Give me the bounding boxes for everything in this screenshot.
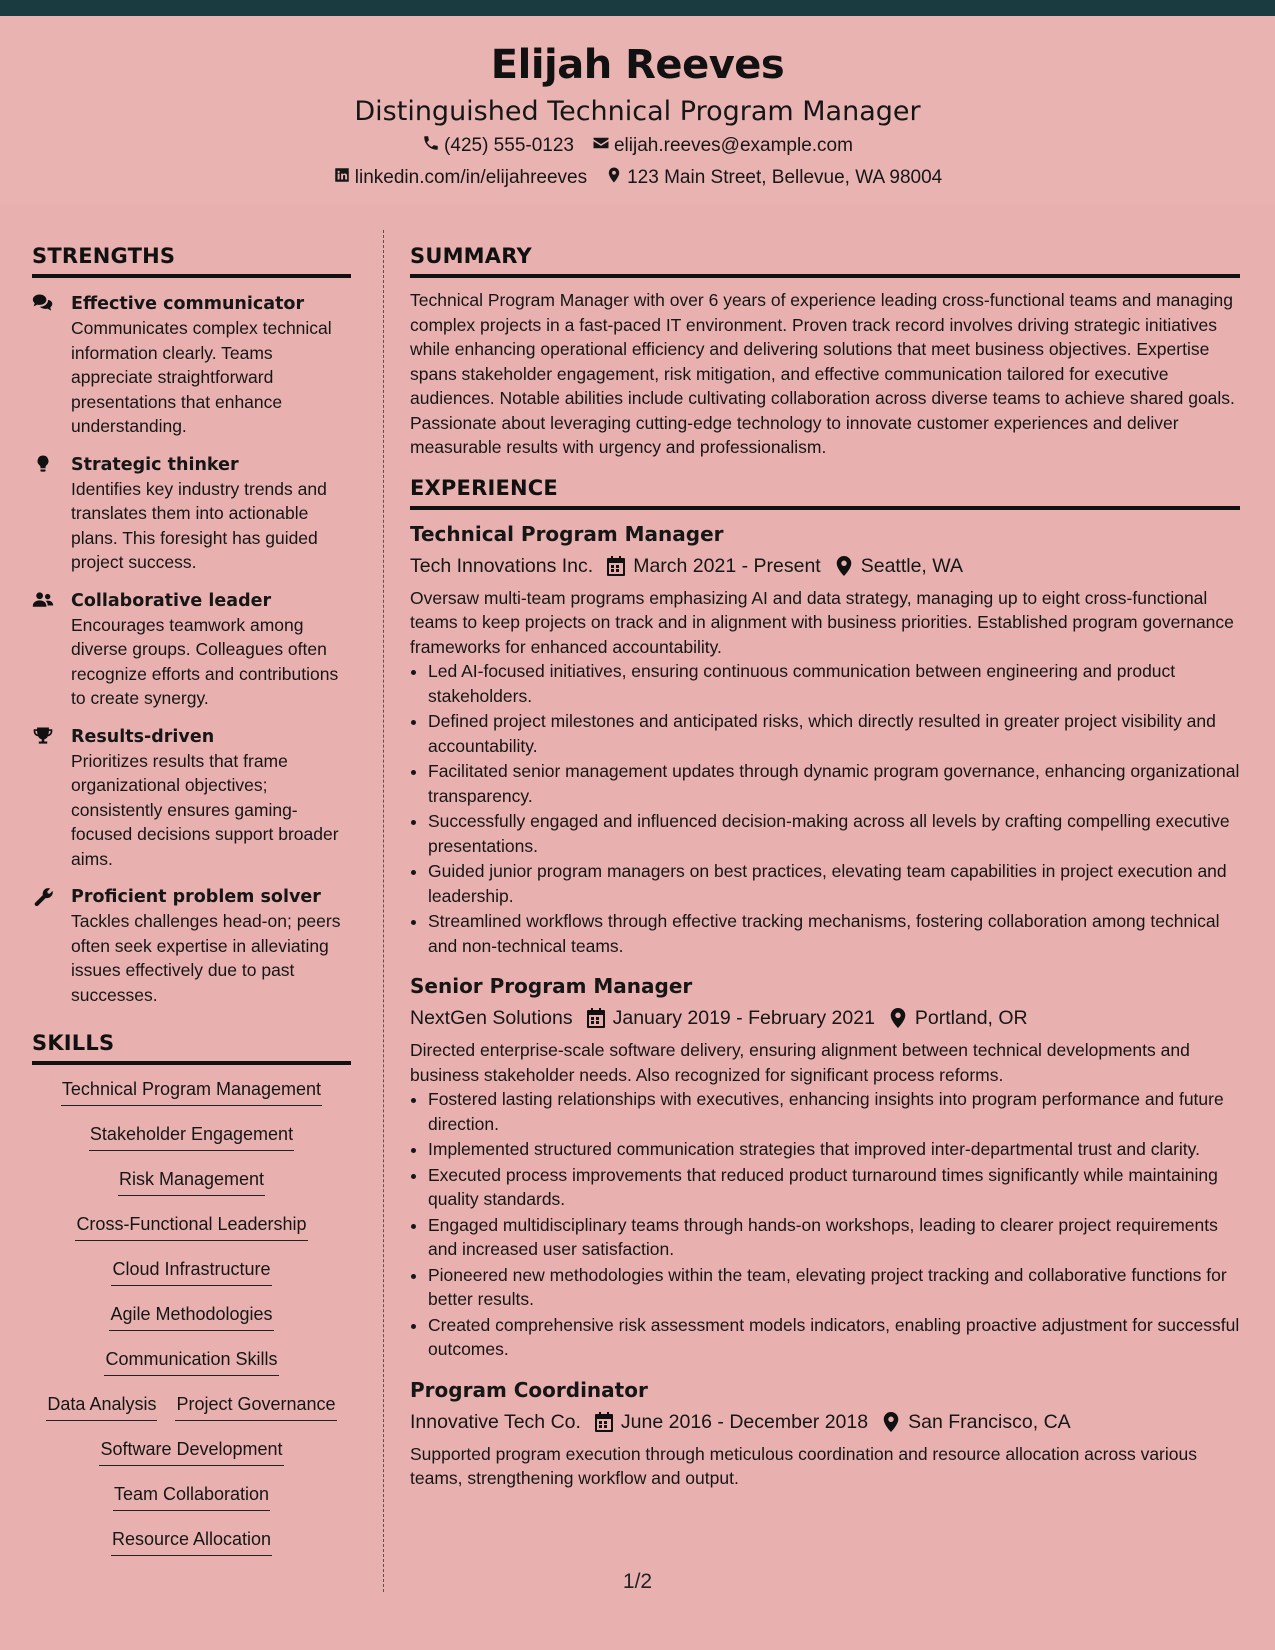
summary-text: Technical Program Manager with over 6 years of experience leading cross-functional teams and managing complex projects in a fast-paced IT environment. Proven track record involves driving strategic initiatives while enhancing operational efficiency and delivering solutions that meet business objectives. Expertise spans stakeholder engagement, risk mitigation, and effective communication tailored for executive audiences. Notable abilities include cultivating collaboration across diverse teams to achieve shared goals. Passionate about leveraging cutting-edge technology to innovate customer experiences and deliver measurable results with urgency and professionalism. [410,290,1235,457]
job-bullet: • Guided junior program managers on best practices, elevating team capabilities in project execution and leadership. [428,859,1240,908]
strength-desc: Encourages teamwork among diverse groups. Colleagues often recognize efforts and contributions to create synergy. [71,614,339,708]
contact-row-2 [0,166,1275,190]
job-title: Technical Program Manager [410,521,724,546]
job-bullet: • Executed process improvements that reduced product turnaround times significantly while maintaining quality standards. [428,1163,1240,1212]
skill-tag: Team Collaboration [113,1480,270,1511]
strength-title: Collaborative leader [71,590,272,611]
strength-item [32,885,351,1007]
job-bullet: • Fostered lasting relationships with executives, enhancing insights into program performance and future direction. [428,1087,1240,1136]
address-text: 123 Main Street, Bellevue, WA 98004 [627,167,943,188]
strength-desc: Identifies key industry trends and translates them into actionable plans. This foresight has guided project success. [71,478,327,572]
job-description: Directed enterprise-scale software delivery, ensuring alignment between technical developments and business stakeholder needs. Also recognized for significant process reforms. [410,1040,1190,1085]
job-location: San Francisco, CA [908,1410,1071,1433]
job-bullet: • Led AI-focused initiatives, ensuring continuous communication between engineering and product stakeholders. [428,659,1240,708]
job-location: Portland, OR [914,1007,1028,1029]
job-company: NextGen Solutions [410,1007,573,1029]
job-dates: January 2019 - February 2021 [612,1007,875,1029]
phone-text: (425) 555-0123 [444,135,574,156]
skill-tag: Software Development [99,1435,283,1466]
job-company: Innovative Tech Co. [410,1410,581,1433]
top-accent-bar [0,0,1275,16]
job-title: Senior Program Manager [410,974,693,998]
map-pin-icon [835,556,853,576]
strength-desc: Prioritizes results that frame organizational objectives; consistently ensures gaming-focused decisions support broader aims. [71,750,339,869]
right-column [410,244,1240,1505]
candidate-name: Elijah Reeves [490,42,785,88]
job-bullet: • Streamlined workflows through effective tracking mechanisms, fostering collaboration among technical and non-technical teams. [428,909,1240,958]
users-icon [32,590,56,610]
job-entry [410,1376,1240,1491]
column-divider [383,230,384,1592]
job-bullet: • Pioneered new methodologies within the team, elevating project tracking and collaborative functions for better results. [428,1263,1240,1312]
strength-item [32,292,351,439]
strength-title: Strategic thinker [71,454,239,475]
address-contact [605,166,942,190]
job-company: Tech Innovations Inc. [410,554,594,577]
strength-desc: Tackles challenges head-on; peers often seek expertise in alleviating issues effectively due to past successes. [71,911,341,1005]
skill-tag: Cross-Functional Leadership [75,1210,307,1241]
skill-tag: Communication Skills [104,1345,278,1376]
job-bullet: • Engaged multidisciplinary teams through hands-on workshops, leading to clearer project requirements and increased user satisfaction. [428,1213,1240,1262]
strength-desc: Communicates complex technical information clearly. Teams appreciate straightforward presentations that enhance understanding. [71,318,332,436]
linkedin-text: linkedin.com/in/elijahreeves [354,167,588,188]
skills-list [32,1075,351,1556]
wrench-icon [32,886,56,906]
job-entry [410,520,1240,959]
skill-tag: Agile Methodologies [109,1300,273,1331]
linkedin-icon [333,166,351,190]
job-meta [410,1408,1240,1436]
job-entry [410,972,1240,1362]
comments-icon [32,293,56,313]
job-description: Supported program execution through meticulous coordination and resource allocation across various teams, strengthening workflow and output. [410,1443,1197,1488]
lightbulb-icon [32,454,56,474]
job-meta [410,1004,1240,1032]
skill-tag: Project Governance [175,1390,336,1421]
left-column [32,244,351,1570]
strength-item [32,725,351,872]
map-pin-icon [605,166,623,190]
strengths-heading: STRENGTHS [32,244,351,278]
phone-icon [422,134,440,158]
linkedin-contact[interactable] [333,166,587,190]
calendar-icon [595,1412,613,1432]
strength-title: Results-driven [71,726,215,747]
strength-title: Proficient problem solver [71,887,321,907]
skill-tag: Cloud Infrastructure [111,1255,271,1286]
map-pin-icon [882,1412,900,1432]
map-pin-icon [889,1008,907,1028]
job-location: Seattle, WA [860,554,963,577]
job-bullet: • Facilitated senior management updates through dynamic program governance, enhancing organizational transparency. [428,759,1240,808]
email-contact[interactable] [592,134,853,158]
contact-row-1 [0,134,1275,158]
candidate-title: Distinguished Technical Program Manager [354,96,921,127]
job-bullet: • Implemented structured communication strategies that improved inter-departmental trust and clarity. [428,1137,1240,1162]
skill-tag: Data Analysis [46,1390,157,1421]
resume-header [0,16,1275,204]
job-dates: June 2016 - December 2018 [620,1410,869,1433]
job-bullet: • Created comprehensive risk assessment models indicators, enabling proactive adjustment for successful outcomes. [428,1313,1240,1362]
email-text: elijah.reeves@example.com [613,135,853,156]
phone-contact[interactable] [422,134,574,158]
job-description: Oversaw multi-team programs emphasizing AI and data strategy, managing up to eight cross-functional teams to keep projects on track and in alignment with business priorities. Established program governance frameworks for enhanced accountability. [410,587,1234,657]
job-title: Program Coordinator [410,1377,648,1402]
experience-heading: EXPERIENCE [410,476,1240,510]
job-bullets [410,659,1240,958]
calendar-icon [587,1008,605,1028]
skill-tag: Technical Program Management [61,1075,322,1106]
job-bullet: • Defined project milestones and anticipated risks, which directly resulted in greater project visibility and accountability. [428,709,1240,758]
strength-title: Effective communicator [71,294,305,314]
job-meta [410,552,1240,580]
skills-heading: SKILLS [32,1031,351,1065]
page-number: 1/2 [622,1570,653,1593]
strength-item [32,589,351,711]
calendar-icon [607,556,625,576]
skill-tag: Resource Allocation [111,1525,272,1556]
skill-tag: Stakeholder Engagement [89,1120,294,1151]
envelope-icon [592,134,610,158]
job-bullets [410,1087,1240,1362]
job-bullet: • Successfully engaged and influenced decision-making across all levels by crafting compelling executive presentations. [428,809,1240,858]
strength-item [32,453,351,575]
summary-heading: SUMMARY [410,244,1240,278]
trophy-icon [32,726,56,746]
job-dates: March 2021 - Present [633,554,821,577]
skill-tag: Risk Management [118,1165,265,1196]
